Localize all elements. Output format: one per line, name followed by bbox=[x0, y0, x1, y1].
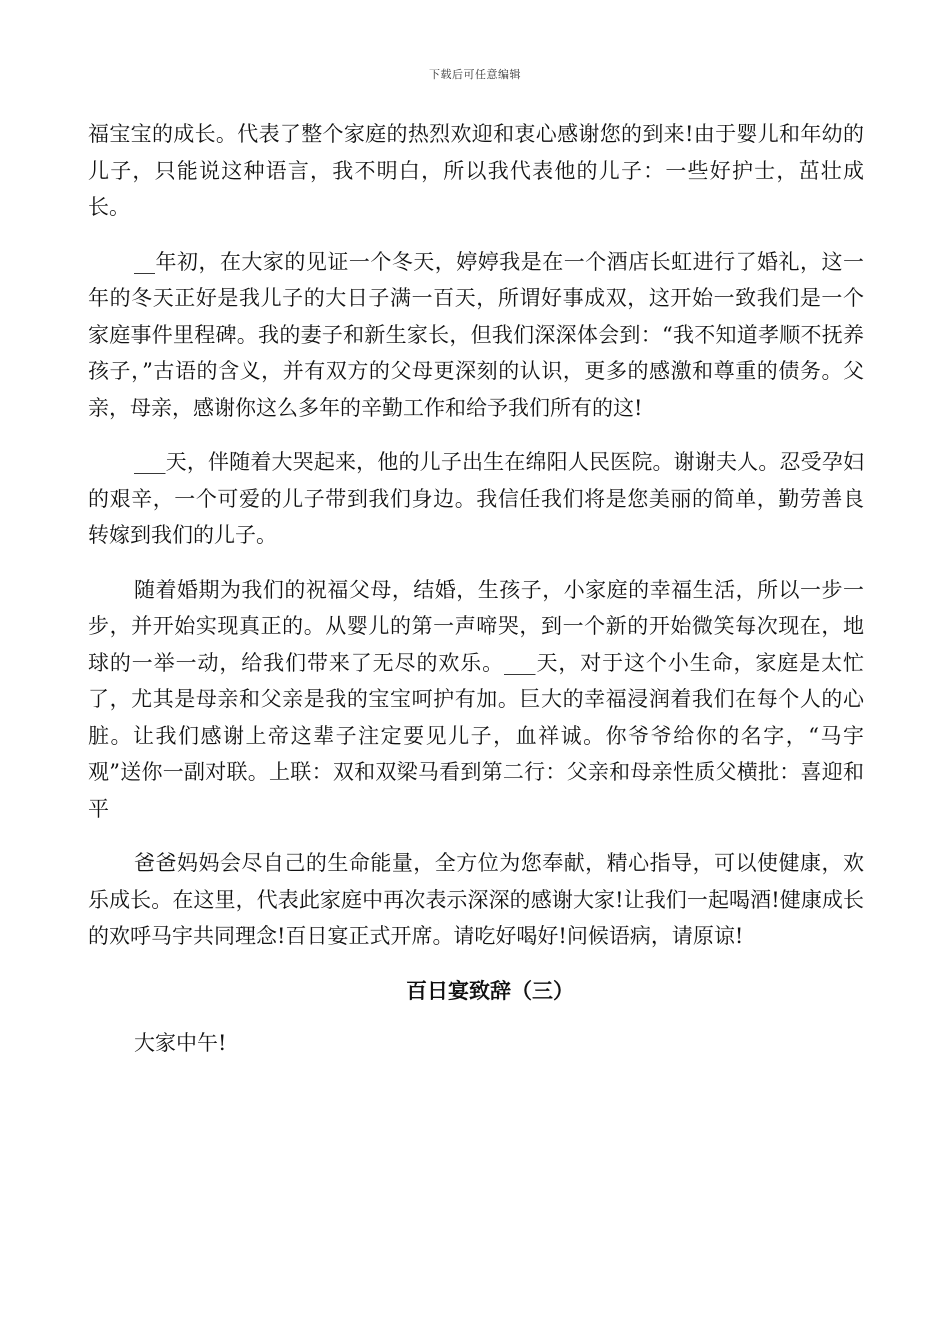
section-title: 百日宴致辞（三） bbox=[406, 977, 574, 1003]
paragraph-continuation: 福宝宝的成长。代表了整个家庭的热烈欢迎和衷心感谢您的到来!由于婴儿和年幼的儿子，只能说这种语言，我不明白，所以我代表他的儿子：一些好护士，茁壮成长。 bbox=[88, 122, 864, 219]
page-header-note: 下载后可任意编辑 bbox=[429, 68, 521, 81]
paragraph: 爸爸妈妈会尽自己的生命能量，全方位为您奉献，精心指导，可以使健康，欢乐成长。在这里，代表此家庭中再次表示深深的感谢大家!让我们一起喝酒!健康成长的欢呼马宇共同理念!百日宴正式开席。请吃好喝好!问候语病，请原谅! bbox=[88, 851, 864, 948]
document-body bbox=[88, 116, 864, 1079]
greeting-paragraph: 大家中午! bbox=[134, 1030, 227, 1055]
paragraph: __年初，在大家的见证一个冬天，婷婷我是在一个酒店长虹进行了婚礼，这一年的冬天正好是我儿子的大日子满一百天，所谓好事成双，这开始一致我们是一个家庭事件里程碑。我的妻子和新生家长，但我们深深体会到：“我不知道孝顺不抚养孩子，”古语的含义，并有双方的父母更深刻的认识，更多的感激和尊重的债务。父亲，母亲，感谢你这么多年的辛勤工作和给予我们所有的这! bbox=[88, 249, 864, 420]
paragraph: ___天，伴随着大哭起来，他的儿子出生在绵阳人民医院。谢谢夫人。忍受孕妇的艰辛，一个可爱的儿子带到我们身边。我信任我们将是您美丽的简单，勤劳善良转嫁到我们的儿子。 bbox=[88, 450, 864, 547]
paragraph: 随着婚期为我们的祝福父母，结婚，生孩子，小家庭的幸福生活，所以一步一步，并开始实现真正的。从婴儿的第一声啼哭，到一个新的开始微笑每次现在，地球的一举一动，给我们带来了无尽的欢乐。___天，对于这个小生命，家庭是太忙了，尤其是母亲和父亲是我的宝宝呵护有加。巨大的幸福浸润着我们在每个人的心脏。让我们感谢上帝这辈子注定要见儿子，血祥诚。你爷爷给你的名字，“马宇观”送你一副对联。上联：双和双梁马看到第二行：父亲和母亲性质父横批：喜迎和平 bbox=[88, 577, 864, 821]
